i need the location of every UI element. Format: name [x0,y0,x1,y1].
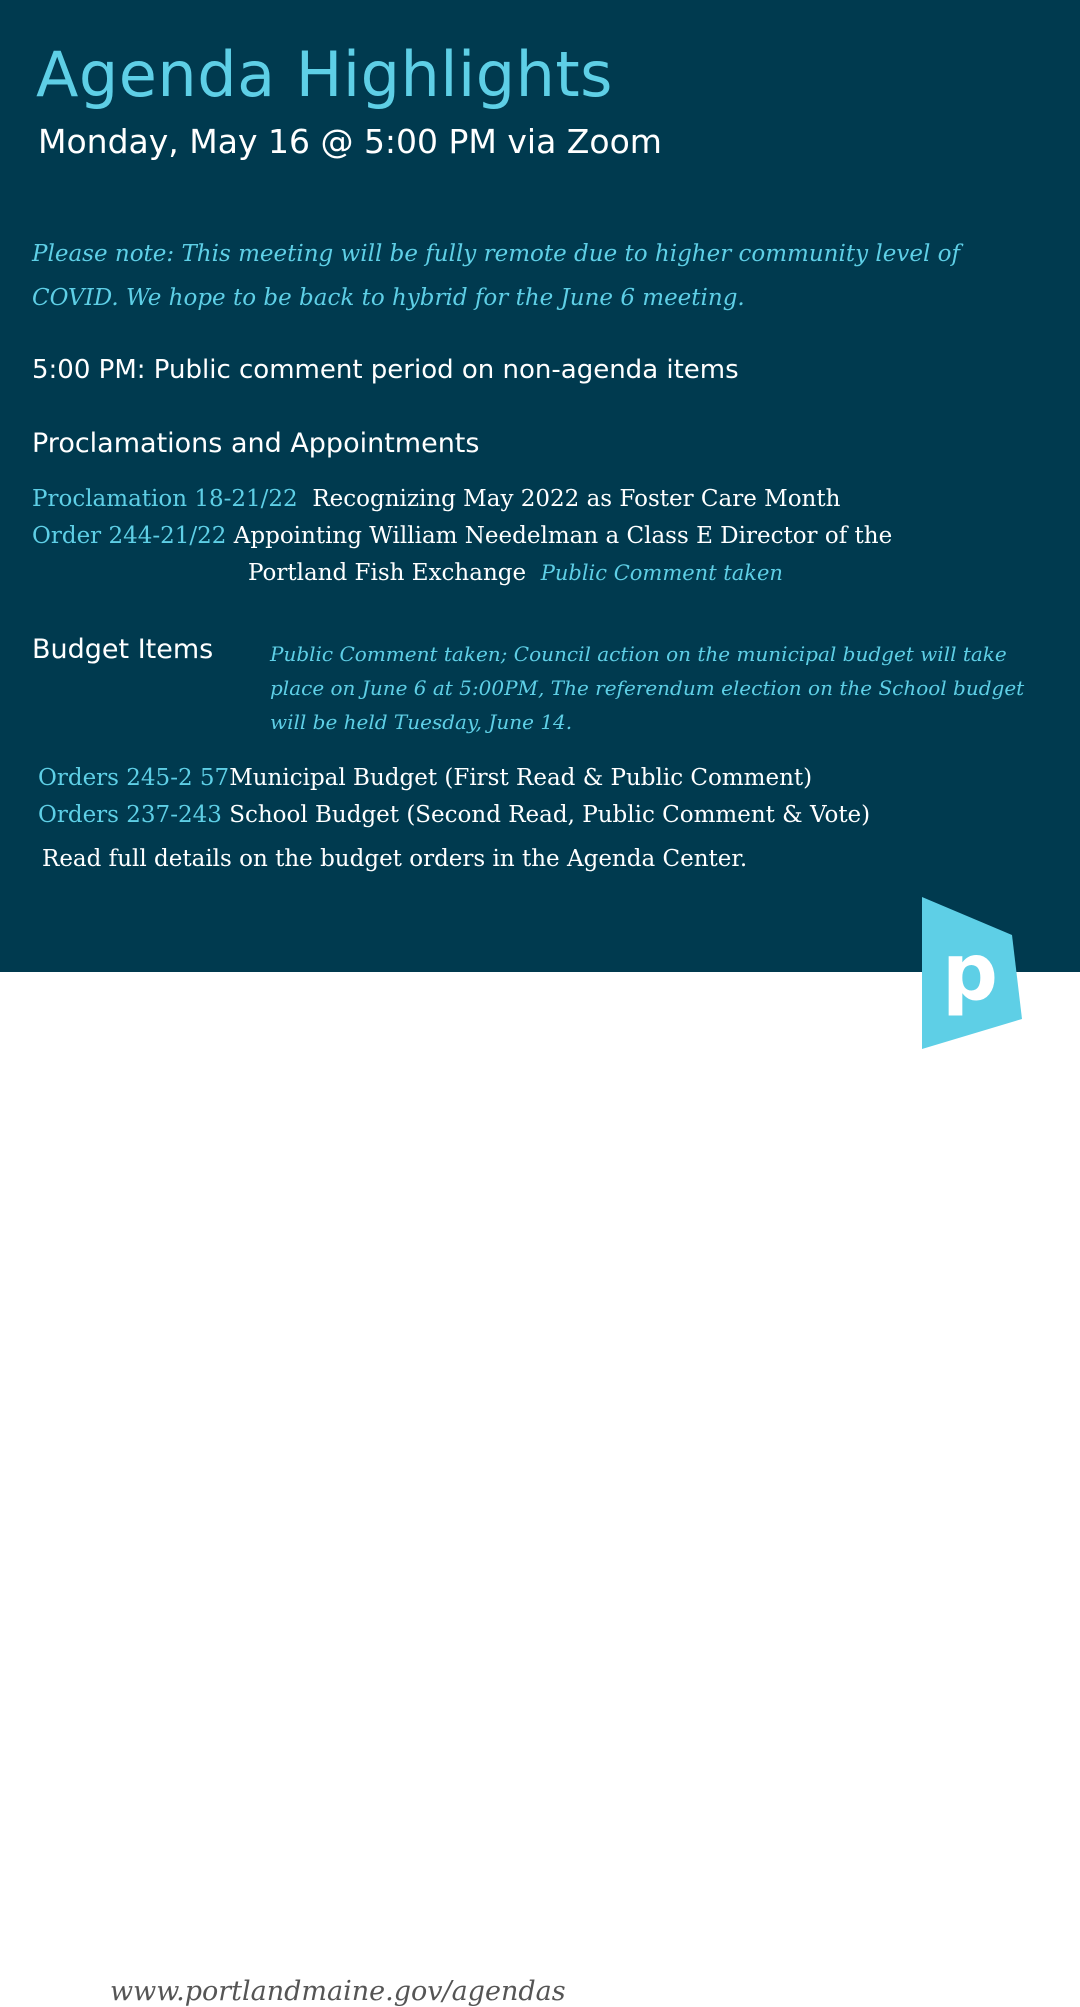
agendas-url: www.portlandmaine.gov/agendas [110,1976,566,2007]
appointment-item [32,523,892,549]
agenda-center-note: Read full details on the budget orders in the Agenda Center. [42,846,748,872]
order-text: School Budget (Second Read, Public Comment & Vote) [229,802,871,828]
budget-order [38,802,870,828]
budget-heading: Budget Items [32,634,214,665]
page-title: Agenda Highlights [36,38,613,111]
order-ref: Orders 245-2 57 [38,765,230,791]
public-comment-period: 5:00 PM: Public comment period on non-agenda items [32,355,739,385]
order-text: Municipal Budget (First Read & Public Comment) [229,765,813,791]
proclamation-item [32,486,840,512]
budget-order [38,765,812,791]
remote-meeting-note: Please note: This meeting will be fully remote due to higher community level of COVID. We hope to be back to hybrid for the June 6 meeting. [32,241,960,311]
item-text-continued: Portland Fish Exchange [248,560,527,586]
item-text: Recognizing May 2022 as Foster Care Month [312,486,841,512]
meeting-datetime: Monday, May 16 @ 5:00 PM via Zoom [38,122,662,161]
item-text: Appointing William Needelman a Class E Director of the [233,523,893,549]
budget-note: Public Comment taken; Council action on the municipal budget will take place on June 6 at 5:00PM, The referendum election on the School budget will be held Tuesday, June 14. [270,642,1025,734]
public-comment-tag: Public Comment taken [540,561,783,585]
appointment-item-continued [248,560,783,586]
main-panel [0,0,1080,972]
proclamations-heading: Proclamations and Appointments [32,428,480,459]
item-ref: Order 244-21/22 [32,523,227,549]
portland-logo-icon [918,895,1024,1051]
order-ref: Orders 237-243 [38,802,222,828]
logo-letter: p [942,928,998,1018]
item-ref: Proclamation 18-21/22 [32,486,298,512]
